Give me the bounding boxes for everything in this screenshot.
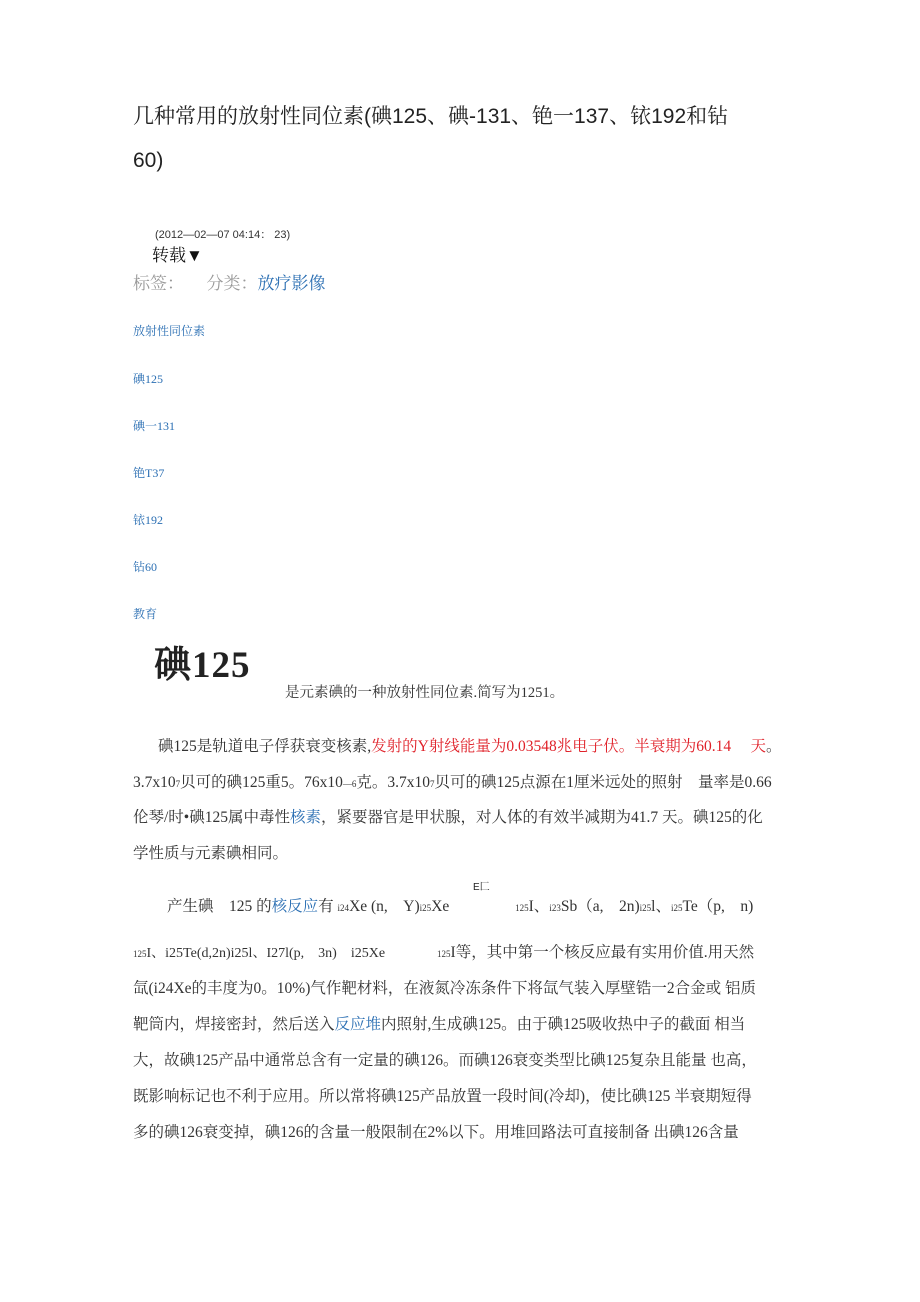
text: 。 [765, 738, 782, 755]
subscript: i24 [337, 903, 350, 913]
tag-link[interactable]: 碘一131 [133, 419, 176, 433]
text: 产生碘 125 的 [167, 898, 272, 915]
tag-link[interactable]: 钻60 [133, 560, 158, 574]
subscript: 125 [133, 949, 147, 959]
tag-link[interactable]: 碘125 [133, 372, 164, 386]
marker-text: E匚 [473, 882, 490, 893]
nuclear-reaction-link[interactable]: 核反应 [271, 898, 319, 915]
p1-line3 [133, 805, 763, 827]
p2-line4 [133, 1012, 745, 1034]
subscript: 7 [430, 779, 435, 789]
p1-line2 [133, 770, 772, 792]
post-timestamp: (2012—02—07 04:14： 23) [155, 229, 291, 241]
subscript: —6 [342, 779, 357, 789]
subscript: i25 [419, 903, 432, 913]
text: I等，其中第一个核反应最有实用价值.用天然 [450, 944, 755, 961]
tags-label: 标签： [133, 274, 184, 293]
meta-row [133, 269, 326, 294]
reactor-link[interactable]: 反应堆 [334, 1016, 382, 1033]
text: 有 [318, 898, 334, 915]
p1-line1 [158, 734, 781, 756]
category-label: 分类： [206, 274, 258, 293]
text: (n, Y) [371, 898, 420, 915]
p2-line2 [133, 940, 754, 962]
section-heading: 碘125 [154, 645, 251, 686]
text: l、 [651, 898, 671, 915]
text: Sb（a, 2n) [560, 898, 640, 915]
tag-link[interactable]: 铯T37 [133, 466, 165, 480]
subscript: i23 [549, 903, 561, 913]
article-title-line1: 几种常用的放射性同位素(碘125、碘-131、铯一137、铱192和钻 [133, 105, 729, 128]
section-intro: 是元素碘的一种放射性同位素.简写为1251。 [285, 685, 565, 701]
text: 伦琴/时•碘125属中毒性 [133, 809, 290, 826]
subscript: i25 [670, 903, 683, 913]
nuclide-link[interactable]: 核素 [289, 809, 321, 826]
p2-line1: 产生碘 125 的核反应有 i24Xe (n, Y)i25Xe 125I、i23Sb（a, 2n)i25l、i25Te（p, n) [167, 898, 754, 915]
p2-line3: 氙(i24Xe的丰度为0。10%)气作靶材料，在液氮冷冻条件下将氙气装入厚壁锆一2合金或 铝质 [133, 980, 756, 997]
subscript: i25 [639, 903, 652, 913]
text: 3.7x10 [133, 774, 176, 791]
tag-link[interactable]: 教育 [133, 607, 158, 621]
text: 靶筒内，焊接密封，然后送入 [133, 1016, 335, 1033]
text: 贝可的碘125点源在1厘米远处的照射 量率是0.66 [434, 774, 772, 791]
text: 碘125是轨道电子俘获衰变核素, [158, 738, 372, 755]
p2-line5: 大，故碘125产品中通常总含有一定量的碘126。而碘126衰变类型比碘125复杂且能量 也高， [133, 1052, 757, 1069]
text: I、i25Te(d,2n)i25l、I27l(p, 3n) i25Xe [146, 946, 386, 961]
text: Te（p, n) [682, 898, 754, 915]
p2-line6: 既影响标记也不利于应用。所以常将碘125产品放置一段时间(冷却)，使比碘125 半衰期短得 [133, 1088, 752, 1105]
tag-link[interactable]: 放射性同位素 [133, 324, 206, 338]
text: 内照射,生成碘125。由于碘125吸收热中子的截面 相当 [381, 1016, 746, 1033]
text: 克。3.7x10 [356, 774, 431, 791]
subscript: 7 [175, 779, 181, 789]
text: Xe [431, 898, 450, 915]
text: ，紧要器官是甲状腺，对人体的有效半减期为41.7 天。碘125的化 [321, 809, 763, 826]
subscript: 125 [515, 903, 529, 913]
p2-line7: 多的碘126衰变掉，碘126的含量一般限制在2%以下。用堆回路法可直接制备 出碘126含量 [133, 1124, 739, 1141]
text: 贝可的碘125重5。76x10 [180, 774, 343, 791]
p1-line4: 学性质与元素碘相同。 [133, 845, 289, 862]
text: I、 [528, 898, 550, 915]
category-link[interactable]: 放疗影像 [257, 274, 326, 293]
subscript: 125 [437, 949, 451, 959]
highlighted-text: 发射的Y射线能量为0.03548兆电子伏。半衰期为60.14 天 [371, 738, 766, 755]
tag-link[interactable]: 铱192 [133, 513, 164, 527]
repost-dropdown[interactable]: 转载▼ [152, 246, 203, 265]
article-title-line2: 60) [133, 149, 164, 172]
